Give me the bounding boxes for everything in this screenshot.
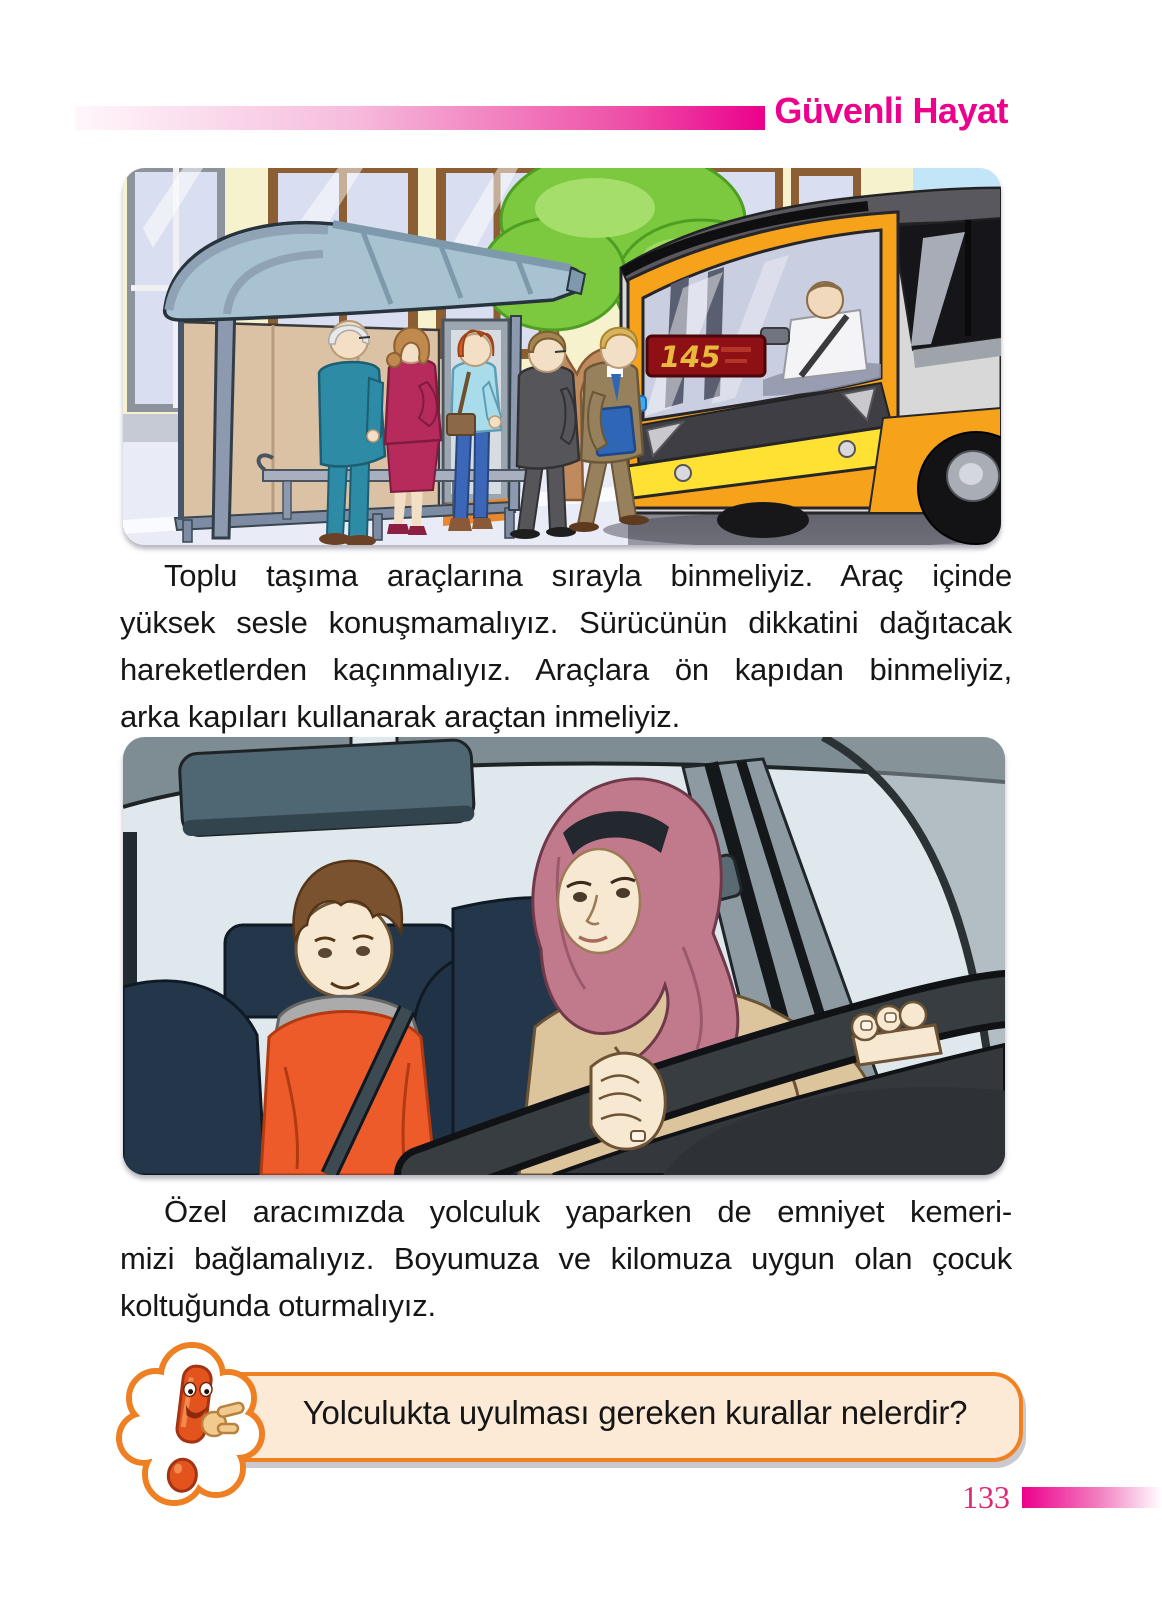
header-gradient-bar [75, 106, 765, 130]
bus-route-number: 145 [660, 340, 721, 374]
body-text-line: hareketlerden kaçınmalıyız. Araçlara ön kapıdan binmeliyiz, [120, 652, 1012, 687]
bus-destination-sign [647, 336, 765, 376]
sun-visor [179, 739, 475, 836]
body-text-line: Toplu taşıma araçlarına sırayla binmeliyiz. Araç içinde [164, 558, 1012, 593]
page-number: 133 [962, 1479, 1010, 1515]
footer-gradient-bar [1022, 1487, 1162, 1508]
car-interior-scene [123, 737, 1005, 1175]
body-text-line: yüksek sesle konuşmamalıyız. Sürücünün dikkatini dağıtacak [120, 605, 1012, 640]
body-text-line: Özel aracımızda yolculuk yaparken de emniyet kemeri- [164, 1194, 1012, 1229]
body-text-line: mizi bağlamalıyız. Boyumuza ve kilomuza uygun olan çocuk [120, 1241, 1012, 1276]
body-paragraph-1 [120, 552, 1012, 740]
body-paragraph-2 [120, 1188, 1012, 1329]
shoulder-bag [447, 414, 475, 435]
bus-stop-illustration [123, 168, 1001, 545]
question-text: Yolculukta uyulması gereken kurallar nelerdir? [302, 1394, 968, 1431]
bus-stop-scene [123, 168, 1001, 545]
chapter-title: Güvenli Hayat [774, 90, 1008, 131]
exclamation-character-icon [112, 1336, 272, 1508]
body-text-line: arka kapıları kullanarak araçtan inmeliyiz. [120, 699, 680, 734]
car-interior-illustration [123, 737, 1005, 1175]
body-text-line: koltuğunda oturmalıyız. [120, 1288, 436, 1323]
driver-left-hand [591, 1053, 665, 1149]
